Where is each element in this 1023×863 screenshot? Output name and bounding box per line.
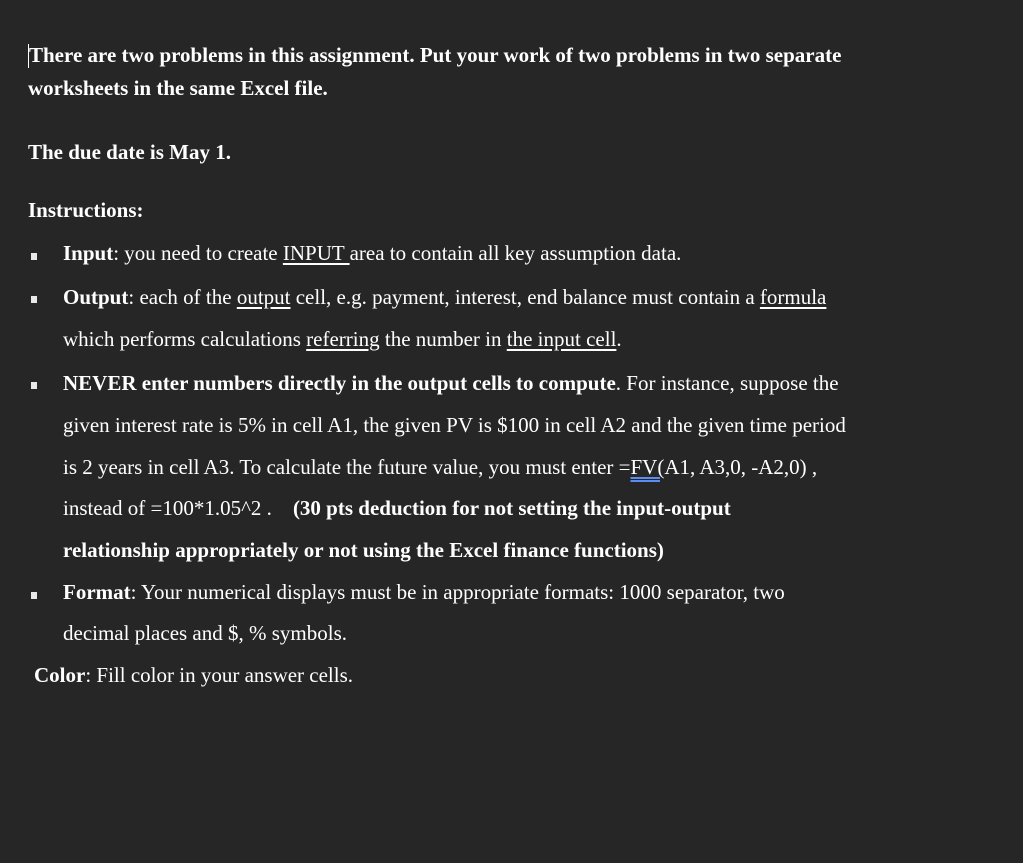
- intro-line-2: worksheets in the same Excel file.: [28, 76, 328, 100]
- text: which performs calculations: [63, 327, 307, 351]
- bullet-format: [63, 580, 785, 604]
- bullet-never-line-5: relationship appropriately or not using the Excel finance functions): [63, 538, 664, 562]
- text: area to contain all key assumption data.: [349, 241, 682, 265]
- color-label: Color: [34, 663, 86, 687]
- fv-function-text: FV(: [630, 455, 665, 479]
- input-label: Input: [63, 241, 114, 265]
- bullet-icon: [31, 592, 37, 599]
- text: : you need to create: [113, 241, 283, 265]
- text: is 2 years in cell A3. To calculate the future value, you must enter =: [63, 455, 631, 479]
- bullet-output: [63, 285, 826, 309]
- bullet-icon: [31, 296, 37, 303]
- intro-line-1: There are two problems in this assignment. Put your work of two problems in two separate: [29, 43, 842, 67]
- bullet-icon: [31, 253, 37, 260]
- text: .: [616, 327, 622, 351]
- bullet-output-line-2: [63, 327, 622, 351]
- text: A1, A3,0, -A2,0) ,: [664, 455, 818, 479]
- bullet-never-line-2: given interest rate is 5% in cell A1, the given PV is $100 in cell A2 and the given time period: [63, 413, 846, 437]
- output-label: Output: [63, 285, 129, 309]
- bullet-input: [63, 241, 681, 265]
- bullet-icon: [31, 382, 37, 389]
- text: . For instance, suppose the: [615, 371, 839, 395]
- underlined-text: formula: [759, 285, 827, 309]
- bullet-never-line-4: [63, 496, 731, 520]
- bullet-format-line-2: decimal places and $, % symbols.: [63, 621, 348, 645]
- underlined-text: the input cell: [506, 327, 617, 351]
- text: cell, e.g. payment, interest, end balance must contain a: [290, 285, 760, 309]
- text: : Your numerical displays must be in appropriate formats: 1000 separator, two: [130, 580, 785, 604]
- bullet-never: [63, 371, 839, 395]
- bullet-never-line-3: [63, 455, 817, 479]
- instructions-heading: Instructions:: [28, 198, 144, 222]
- bold-text: NEVER enter numbers directly in the output cells to compute: [63, 371, 616, 395]
- underlined-text: referring: [306, 327, 380, 351]
- format-label: Format: [63, 580, 131, 604]
- text: : each of the: [128, 285, 237, 309]
- underlined-text: INPUT: [282, 241, 350, 265]
- underlined-text: output: [236, 285, 291, 309]
- due-date: The due date is May 1.: [28, 140, 232, 164]
- text: the number in: [379, 327, 507, 351]
- text: instead of =100*1.05^2 .: [63, 496, 293, 520]
- text: : Fill color in your answer cells.: [85, 663, 354, 687]
- bold-text: (30 pts deduction for not setting the input-output: [292, 496, 731, 520]
- color-instruction: [34, 663, 353, 687]
